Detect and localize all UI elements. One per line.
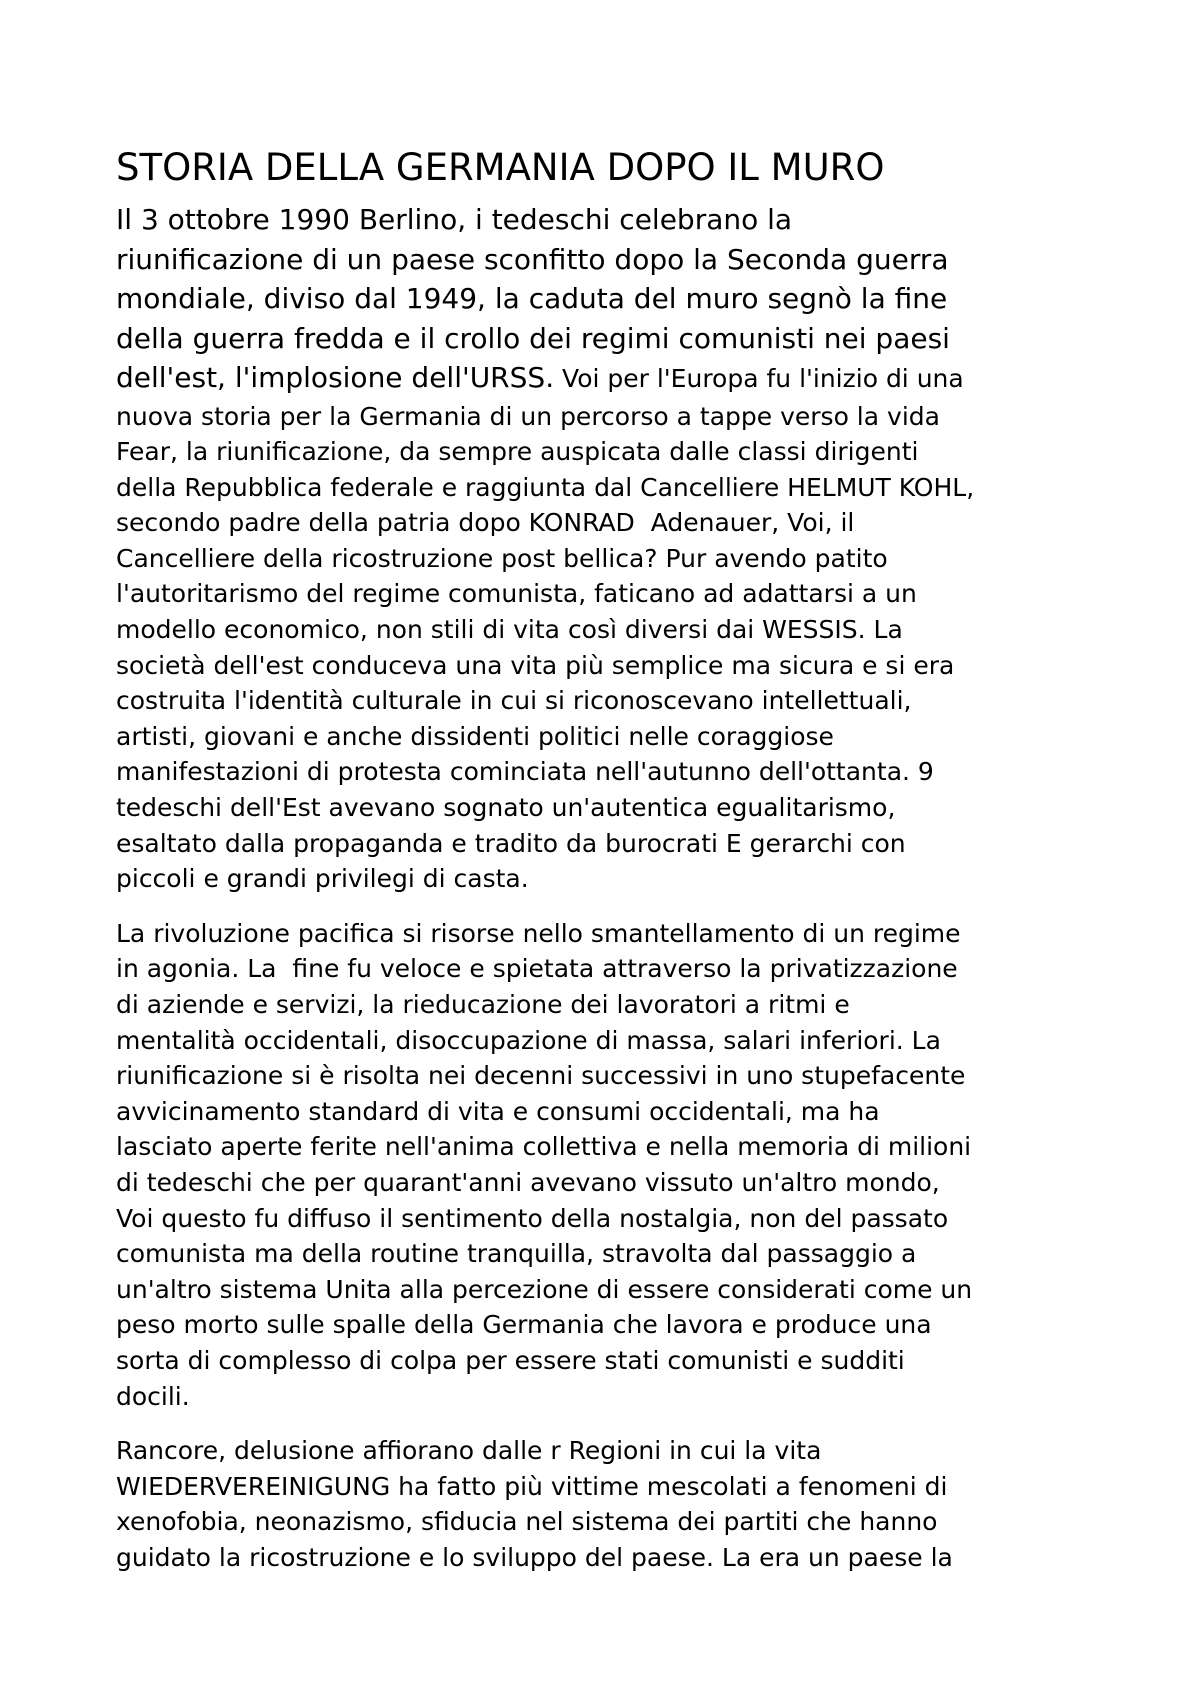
text-line: Fear, la riunificazione, da sempre auspicata dalle classi dirigenti	[116, 437, 919, 467]
paragraph-container	[116, 200, 1096, 1576]
text-line: di aziende e servizi, la rieducazione dei lavoratori a ritmi e	[116, 990, 850, 1019]
document-body	[116, 142, 1096, 1595]
text-run-large: dell'est, l'implosione dell'URSS.	[116, 361, 555, 394]
text-line: manifestazioni di protesta cominciata nell'autunno dell'ottanta. 9	[116, 757, 934, 787]
paragraph-1	[116, 200, 1096, 897]
text-line: comunista ma della routine tranquilla, stravolta dal passaggio a	[116, 1239, 917, 1269]
document-title: STORIA DELLA GERMANIA DOPO IL MURO	[116, 146, 885, 189]
paragraph-2	[116, 916, 1096, 1414]
text-line: Voi questo fu diffuso il sentimento della nostalgia, non del passato	[116, 1203, 949, 1233]
text-line: riunificazione di un paese sconfitto dopo la Seconda guerra	[116, 242, 949, 276]
text-line: piccoli e grandi privilegi di casta.	[116, 864, 529, 894]
text-line: La rivoluzione pacifica si risorse nello smantellamento di un regime	[116, 918, 961, 948]
text-line: peso morto sulle spalle della Germania che lavora e produce una	[116, 1310, 932, 1340]
text-line: esaltato dalla propaganda e tradito da burocrati E gerarchi con	[116, 828, 906, 858]
text-line: società dell'est conduceva una vita più semplice ma sicura e si era	[116, 650, 955, 680]
text-line: tedeschi dell'Est avevano sognato un'autentica egualitarismo,	[116, 793, 896, 823]
text-line: mondiale, diviso dal 1949, la caduta del muro segnò la fine	[116, 282, 948, 315]
text-line: sorta di complesso di colpa per essere stati comunisti e sudditi	[116, 1345, 905, 1375]
text-line: docili.	[116, 1381, 190, 1411]
text-line: costruita l'identità culturale in cui si riconoscevano intellettuali,	[116, 686, 912, 716]
text-line: secondo padre della patria dopo KONRAD Adenauer, Voi, il	[116, 508, 855, 538]
text-line: nuova storia per la Germania di un percorso a tappe verso la vida	[116, 401, 940, 431]
text-line: mentalità occidentali, disoccupazione di massa, salari inferiori. La	[116, 1025, 941, 1055]
text-line: riunificazione si è risolta nei decenni successivi in uno stupefacente	[116, 1061, 966, 1091]
text-line: modello economico, non stili di vita così diversi dai WESSIS. La	[116, 615, 903, 645]
text-run: Voi per l'Europa fu l'inizio di una	[554, 364, 964, 393]
text-line: guidato la ricostruzione e lo sviluppo del paese. La era un paese la	[116, 1542, 953, 1572]
text-line: Il 3 ottobre 1990 Berlino, i tedeschi celebrano la	[116, 203, 793, 236]
text-line: Rancore, delusione affiorano dalle r Regioni in cui la vita	[116, 1436, 822, 1466]
text-line	[116, 358, 1096, 399]
text-line: di tedeschi che per quarant'anni avevano vissuto un'altro mondo,	[116, 1167, 940, 1197]
text-line: WIEDERVEREINIGUNG ha fatto più vittime mescolati a fenomeni di	[116, 1471, 948, 1501]
text-line: della guerra fredda e il crollo dei regimi comunisti nei paesi	[116, 321, 950, 355]
text-line: Cancelliere della ricostruzione post bellica? Pur avendo patito	[116, 543, 888, 573]
text-line: della Repubblica federale e raggiunta dal Cancelliere HELMUT KOHL,	[116, 472, 975, 502]
text-line: un'altro sistema Unita alla percezione di essere considerati come un	[116, 1274, 973, 1304]
text-line: xenofobia, neonazismo, sfiducia nel sistema dei partiti che hanno	[116, 1507, 938, 1537]
text-line: lasciato aperte ferite nell'anima collettiva e nella memoria di milioni	[116, 1132, 972, 1162]
text-line: l'autoritarismo del regime comunista, faticano ad adattarsi a un	[116, 579, 917, 609]
text-line: artisti, giovani e anche dissidenti politici nelle coraggiose	[116, 721, 834, 751]
paragraph-3	[116, 1433, 1096, 1575]
text-line: avvicinamento standard di vita e consumi occidentali, ma ha	[116, 1096, 880, 1126]
text-line: in agonia. La fine fu veloce e spietata attraverso la privatizzazione	[116, 954, 958, 984]
